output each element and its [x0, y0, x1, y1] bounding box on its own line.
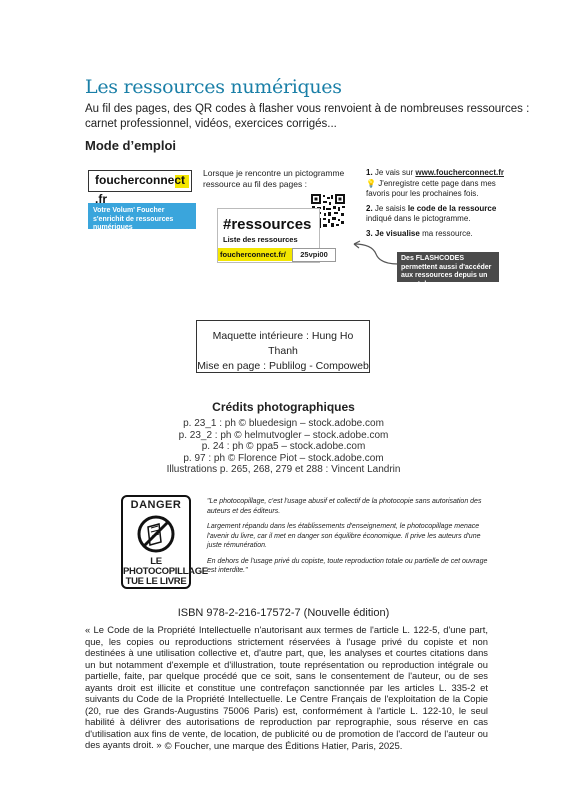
step-3: 3. Je visualise ma ressource.: [366, 228, 473, 238]
legal-notice: « Le Code de la Propriété Intellectuelle n'autorisant aux termes de l'article L. 122-5, d'une part, que, les copies ou reproductions strictement réservées à l'usage privé du copiste et non destinées à une utilisation collective et, d'autre part, que, les analyses et courtes citations dans un but notamment d'exemple et d'illustration, toute représentation ou reproduction intégrale ou partielle, faite, par quelque procédé que ce soit, sans le consentement de l'auteur, ou de ses ayants droit est illicite et constitue une contrefaçon sanctionnée par les articles L. 335-2 et suivants du Code de la Propriété Intellectuelle. Le Centre Français de l'exploitation de la Copie (20, rue des Grands-Augustins 75006 Paris) est, conformément à l'article L. 122-10, le seul habilité à délivrer des autorisations de reproduction par reprographie, sous réserve en cas d'utilisation aux fins de vente, de location, de publicité ou de promotion de l'accord de l'auteur ou des ayants droit. »: [85, 624, 488, 750]
ressources-url: foucherconnect.fr/: [218, 248, 296, 261]
ressource-code: 25vpi00: [292, 248, 336, 262]
flashcodes-box: Des FLASHCODES permettent aussi d'accéder aux ressources depuis un smartphone: [397, 252, 499, 282]
quote-paragraph: "Le photocopillage, c'est l'usage abusif et collectif de la photocopie sans autorisation des auteurs et des éditeurs.: [207, 498, 482, 515]
mode-emploi-heading: Mode d’emploi: [85, 138, 176, 153]
step-2: 2. Je saisis le code de la ressource indiqué dans le pictogramme.: [366, 203, 497, 223]
maquette-credit: Maquette intérieure : Hung Ho Thanh: [212, 330, 354, 357]
danger-subtitle: LE PHOTOCOPILLAGE TUE LE LIVRE: [123, 556, 208, 587]
photocopillage-quote: [207, 497, 492, 582]
danger-word: DANGER: [130, 499, 182, 511]
quote-paragraph: En dehors de l'usage privé du copiste, toute reproduction totale ou partielle de cet ouvrage est interdite.": [207, 557, 488, 574]
page-title: Les ressources numériques: [85, 76, 342, 98]
volum-foucher-box: Votre Volum' Foucher s'enrichit de ressources numériques: [88, 203, 196, 229]
badge-text: foucherconnect .fr: [95, 173, 186, 206]
isbn: ISBN 978-2-216-17572-7 (Nouvelle édition): [177, 607, 390, 619]
photo-credits-list: [0, 418, 567, 476]
no-photocopy-icon: [137, 515, 175, 553]
ressources-list-label: Liste des ressources: [223, 235, 298, 244]
photo-credits-heading: Crédits photographiques: [212, 400, 355, 414]
foucherconnect-link[interactable]: www.foucherconnect.fr: [415, 168, 504, 177]
foucherconnect-badge: [88, 170, 192, 206]
photo-credit-line: p. 23_1 : ph © bluedesign – stock.adobe.com: [183, 418, 384, 429]
arrow-icon: [340, 240, 402, 266]
copyright: © Foucher, une marque des Éditions Hatier, Paris, 2025.: [164, 741, 403, 752]
photo-credit-line: p. 97 : ph © Florence Piot – stock.adobe.com: [183, 452, 384, 464]
danger-photocopillage-sign: [121, 495, 208, 589]
photo-credit-line: Illustrations p. 265, 268, 279 et 288 : Vincent Landrin: [166, 464, 401, 475]
mise-en-page-credit: Mise en page : Publilog - Compoweb: [197, 360, 369, 372]
bulb-icon: 💡: [366, 178, 376, 188]
intro-text: Au fil des pages, des QR codes à flasher vous renvoient à de nombreuses ressources : carnet professionnel, vidéos, exercices corrigés...: [85, 103, 530, 130]
photo-credit-line: p. 24 : ph © ppa5 – stock.adobe.com: [201, 441, 366, 452]
ressources-tag: #ressources: [223, 216, 312, 233]
step-1: 1. Je vais sur www.foucherconnect.fr 💡 J'enregistre cette page dans mes favoris pour les prochaines fois.: [366, 168, 504, 198]
photo-credit-line: p. 23_2 : ph © helmutvogler – stock.adobe.com: [178, 429, 389, 441]
quote-paragraph: Largement répandu dans les établissements d'enseignement, le photocopillage menace l'avenir du livre, car il met en danger son équilibre économique. Il prive les auteurs d'une juste rémunération.: [207, 523, 481, 549]
picto-intro-text: Lorsque je rencontre un pictogramme ressource au fil des pages :: [203, 168, 345, 189]
steps-list: [366, 168, 514, 243]
layout-credits-box: [196, 320, 370, 373]
